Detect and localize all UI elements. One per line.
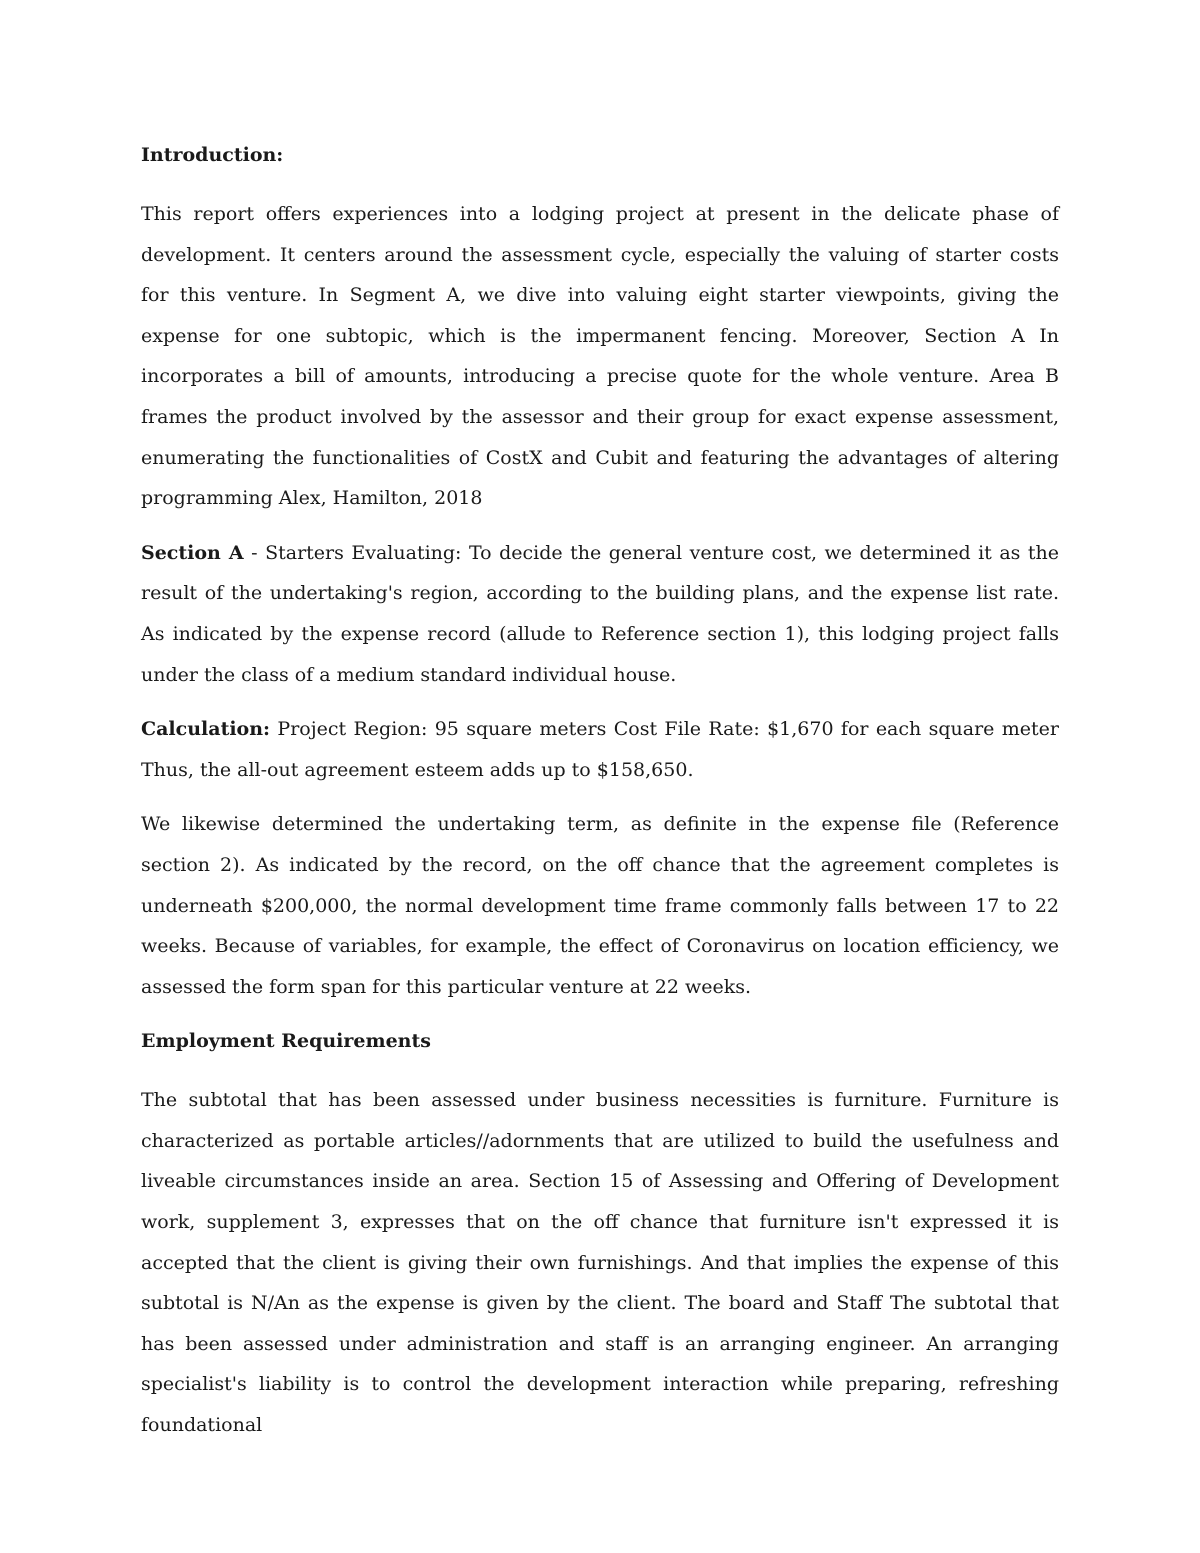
- employment-paragraph: The subtotal that has been assessed under business necessities is furniture. Furniture is characterized as portable articles//adornments that are utilized to build the usefulness and liveable circumstances inside an area. Section 15 of Assessing and Offering of Development work, supplement 3, expresses that on the off chance that furniture isn't expressed it is accepted that the client is giving their own furnishings. And that implies the expense of this subtotal is N/An as the expense is given by the client. The board and Staff The subtotal that has been assessed under administration and staff is an arranging engineer. An arranging specialist's liability is to control the development interaction while preparing, refreshing foundational: [141, 1089, 1059, 1437]
- employment-heading: Employment Requirements: [141, 1030, 431, 1053]
- section-a-label: Section A: [141, 541, 244, 564]
- calculation-text: Project Region: 95 square meters Cost File Rate: $1,670 for each square meter Thus, the all-out agreement esteem adds up to $158,650.: [141, 718, 1059, 781]
- section-a-paragraph: [141, 533, 1059, 695]
- calculation-label: Calculation:: [141, 718, 271, 741]
- calculation-paragraph: [141, 709, 1059, 790]
- intro-heading: Introduction:: [141, 144, 284, 166]
- document-page: [141, 135, 1059, 1446]
- duration-paragraph: We likewise determined the undertaking term, as definite in the expense file (Reference section 2). As indicated by the record, on the off chance that the agreement completes is underneath $200,000, the normal development time frame commonly falls between 17 to 22 weeks. Because of variables, for example, the effect of Coronavirus on location efficiency, we assessed the form span for this particular venture at 22 weeks.: [141, 813, 1059, 998]
- section-a-text: - Starters Evaluating: To decide the general venture cost, we determined it as the result of the undertaking's region, according to the building plans, and the expense list rate. As indicated by the expense record (allude to Reference section 1), this lodging project falls under the class of a medium standard individual house.: [141, 541, 1060, 686]
- intro-paragraph: This report offers experiences into a lodging project at present in the delicate phase of development. It centers around the assessment cycle, especially the valuing of starter costs for this venture. In Segment A, we dive into valuing eight starter viewpoints, giving the expense for one subtopic, which is the impermanent fencing. Moreover, Section A In incorporates a bill of amounts, introducing a precise quote for the whole venture. Area B frames the product involved by the assessor and their group for exact expense assessment, enumerating the functionalities of CostX and Cubit and featuring the advantages of altering programming Alex, Hamilton, 2018: [141, 203, 1059, 510]
